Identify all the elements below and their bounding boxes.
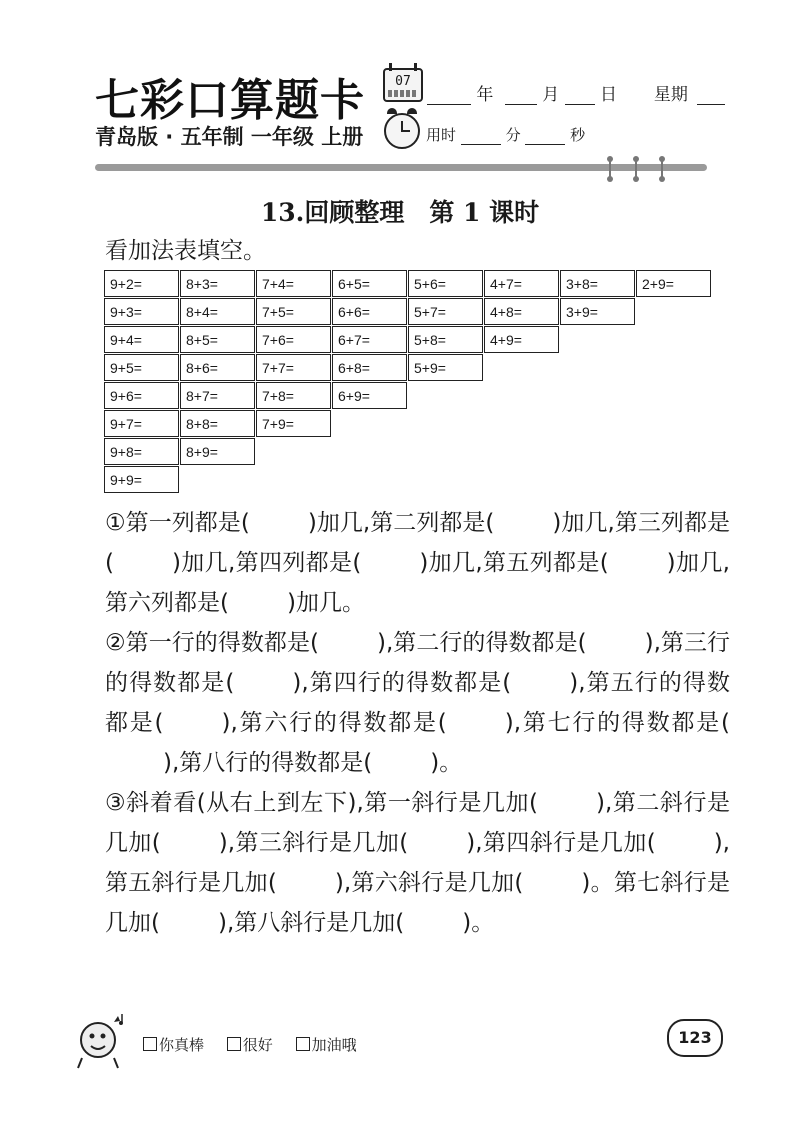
seconds-blank[interactable] bbox=[525, 126, 565, 145]
table-cell: 7+6= bbox=[256, 326, 331, 353]
table-cell: 8+4= bbox=[180, 298, 255, 325]
checkbox-icon[interactable] bbox=[227, 1037, 241, 1051]
question-text: )。第七斜行是几加( bbox=[105, 870, 730, 936]
table-cell: 9+5= bbox=[104, 354, 179, 381]
page-number: 123 bbox=[667, 1019, 723, 1057]
question-text: ),第七行的得数都是( bbox=[504, 710, 730, 736]
minutes-label: 分 bbox=[505, 126, 521, 144]
question-marker: ② bbox=[105, 630, 126, 656]
question-text: )加几,第六列都是( bbox=[105, 550, 730, 616]
table-cell: 6+8= bbox=[332, 354, 407, 381]
self-rating bbox=[143, 1034, 375, 1055]
instruction: 看加法表填空。 bbox=[105, 238, 266, 264]
time-fields bbox=[426, 124, 585, 145]
table-cell: 9+7= bbox=[104, 410, 179, 437]
divider-pin-icon bbox=[609, 158, 611, 180]
question-text: ),第三行的得数都是( bbox=[105, 630, 730, 696]
month-label: 月 bbox=[542, 85, 560, 105]
weekday-blank[interactable] bbox=[697, 86, 725, 105]
table-cell: 9+4= bbox=[104, 326, 179, 353]
question-text: ),第二行的得数都是( bbox=[376, 630, 587, 656]
divider-pin-icon bbox=[635, 158, 637, 180]
minutes-blank[interactable] bbox=[461, 126, 501, 145]
table-cell: 6+7= bbox=[332, 326, 407, 353]
table-cell: 3+9= bbox=[560, 298, 635, 325]
table-cell: 7+7= bbox=[256, 354, 331, 381]
table-cell: 3+8= bbox=[560, 270, 635, 297]
question-text: )加几,第二列都是( bbox=[307, 510, 495, 536]
table-cell: 5+7= bbox=[408, 298, 483, 325]
mascot-icon bbox=[70, 1010, 130, 1070]
table-cell: 9+9= bbox=[104, 466, 179, 493]
question-text: ),第八行的得数都是( bbox=[163, 750, 373, 776]
question-text: 斜着看(从右上到左下),第一斜行是几加( bbox=[126, 790, 539, 816]
time-prefix: 用时 bbox=[426, 126, 457, 144]
question-text: ),第二斜行是几加( bbox=[105, 790, 730, 856]
day-label: 日 bbox=[600, 85, 618, 105]
question-text: )加几,第四列都是( bbox=[171, 550, 362, 576]
table-cell: 7+8= bbox=[256, 382, 331, 409]
table-cell: 4+9= bbox=[484, 326, 559, 353]
addition-table bbox=[104, 270, 710, 494]
checkbox-icon[interactable] bbox=[143, 1037, 157, 1051]
header-divider bbox=[95, 164, 707, 171]
table-cell: 7+4= bbox=[256, 270, 331, 297]
question-text: ),第八斜行是几加( bbox=[217, 910, 405, 936]
year-label: 年 bbox=[476, 85, 494, 105]
calendar-icon bbox=[383, 68, 423, 102]
day-blank[interactable] bbox=[565, 86, 595, 105]
table-cell: 6+9= bbox=[332, 382, 407, 409]
question-text: )。 bbox=[430, 750, 463, 776]
table-cell: 9+2= bbox=[104, 270, 179, 297]
table-cell: 7+5= bbox=[256, 298, 331, 325]
rating-option-great[interactable]: 你真棒 bbox=[143, 1036, 204, 1054]
table-cell: 9+8= bbox=[104, 438, 179, 465]
question-2 bbox=[105, 623, 730, 783]
calendar-number: 07 bbox=[395, 74, 411, 89]
question-text: )加几。 bbox=[286, 590, 365, 616]
table-cell: 8+7= bbox=[180, 382, 255, 409]
question-text: )。 bbox=[462, 910, 495, 936]
table-cell: 6+5= bbox=[332, 270, 407, 297]
table-cell: 6+6= bbox=[332, 298, 407, 325]
questions bbox=[105, 503, 730, 943]
question-text: 第一行的得数都是( bbox=[125, 630, 319, 656]
question-text: ),第六行的得数都是( bbox=[221, 710, 447, 736]
table-cell: 4+8= bbox=[484, 298, 559, 325]
date-fields bbox=[427, 80, 725, 105]
question-3 bbox=[105, 783, 730, 943]
brand-title: 七彩口算题卡 bbox=[95, 75, 365, 126]
divider-pin-icon bbox=[661, 158, 663, 180]
question-text: 第一列都是( bbox=[125, 510, 250, 536]
table-cell: 7+9= bbox=[256, 410, 331, 437]
question-text: ),第四斜行是几加( bbox=[466, 830, 656, 856]
question-text: )加几,第五列都是( bbox=[419, 550, 609, 576]
question-text: ),第五斜行是几加( bbox=[105, 830, 730, 896]
month-blank[interactable] bbox=[505, 86, 537, 105]
table-cell: 9+3= bbox=[104, 298, 179, 325]
table-cell: 5+6= bbox=[408, 270, 483, 297]
question-1 bbox=[105, 503, 730, 623]
question-text: ),第六斜行是几加( bbox=[334, 870, 524, 896]
table-cell: 9+6= bbox=[104, 382, 179, 409]
rating-option-good[interactable]: 很好 bbox=[227, 1036, 273, 1054]
question-text: ),第三斜行是几加( bbox=[218, 830, 409, 856]
table-cell: 8+8= bbox=[180, 410, 255, 437]
seconds-label: 秒 bbox=[570, 126, 586, 144]
checkbox-icon[interactable] bbox=[296, 1037, 310, 1051]
table-cell: 4+7= bbox=[484, 270, 559, 297]
table-cell: 8+6= bbox=[180, 354, 255, 381]
lesson-title: 13.回顾整理 第 1 课时 bbox=[260, 198, 540, 227]
question-marker: ③ bbox=[105, 790, 127, 816]
question-marker: ① bbox=[105, 510, 126, 536]
table-cell: 8+9= bbox=[180, 438, 255, 465]
edition-label: 青岛版 · 五年制 一年级 上册 bbox=[95, 125, 364, 149]
rating-option-keep-going[interactable]: 加油哦 bbox=[296, 1036, 357, 1054]
question-text: )加几,第三列都是( bbox=[105, 510, 730, 576]
table-cell: 5+9= bbox=[408, 354, 483, 381]
table-cell: 5+8= bbox=[408, 326, 483, 353]
table-cell: 2+9= bbox=[636, 270, 711, 297]
weekday-label: 星期 bbox=[653, 85, 688, 105]
table-cell: 8+3= bbox=[180, 270, 255, 297]
question-text: ),第四行的得数都是( bbox=[292, 670, 512, 696]
table-cell: 8+5= bbox=[180, 326, 255, 353]
question-text: ),第五行的得数都是( bbox=[105, 670, 730, 736]
alarm-clock-icon bbox=[384, 113, 420, 149]
year-blank[interactable] bbox=[427, 86, 471, 105]
